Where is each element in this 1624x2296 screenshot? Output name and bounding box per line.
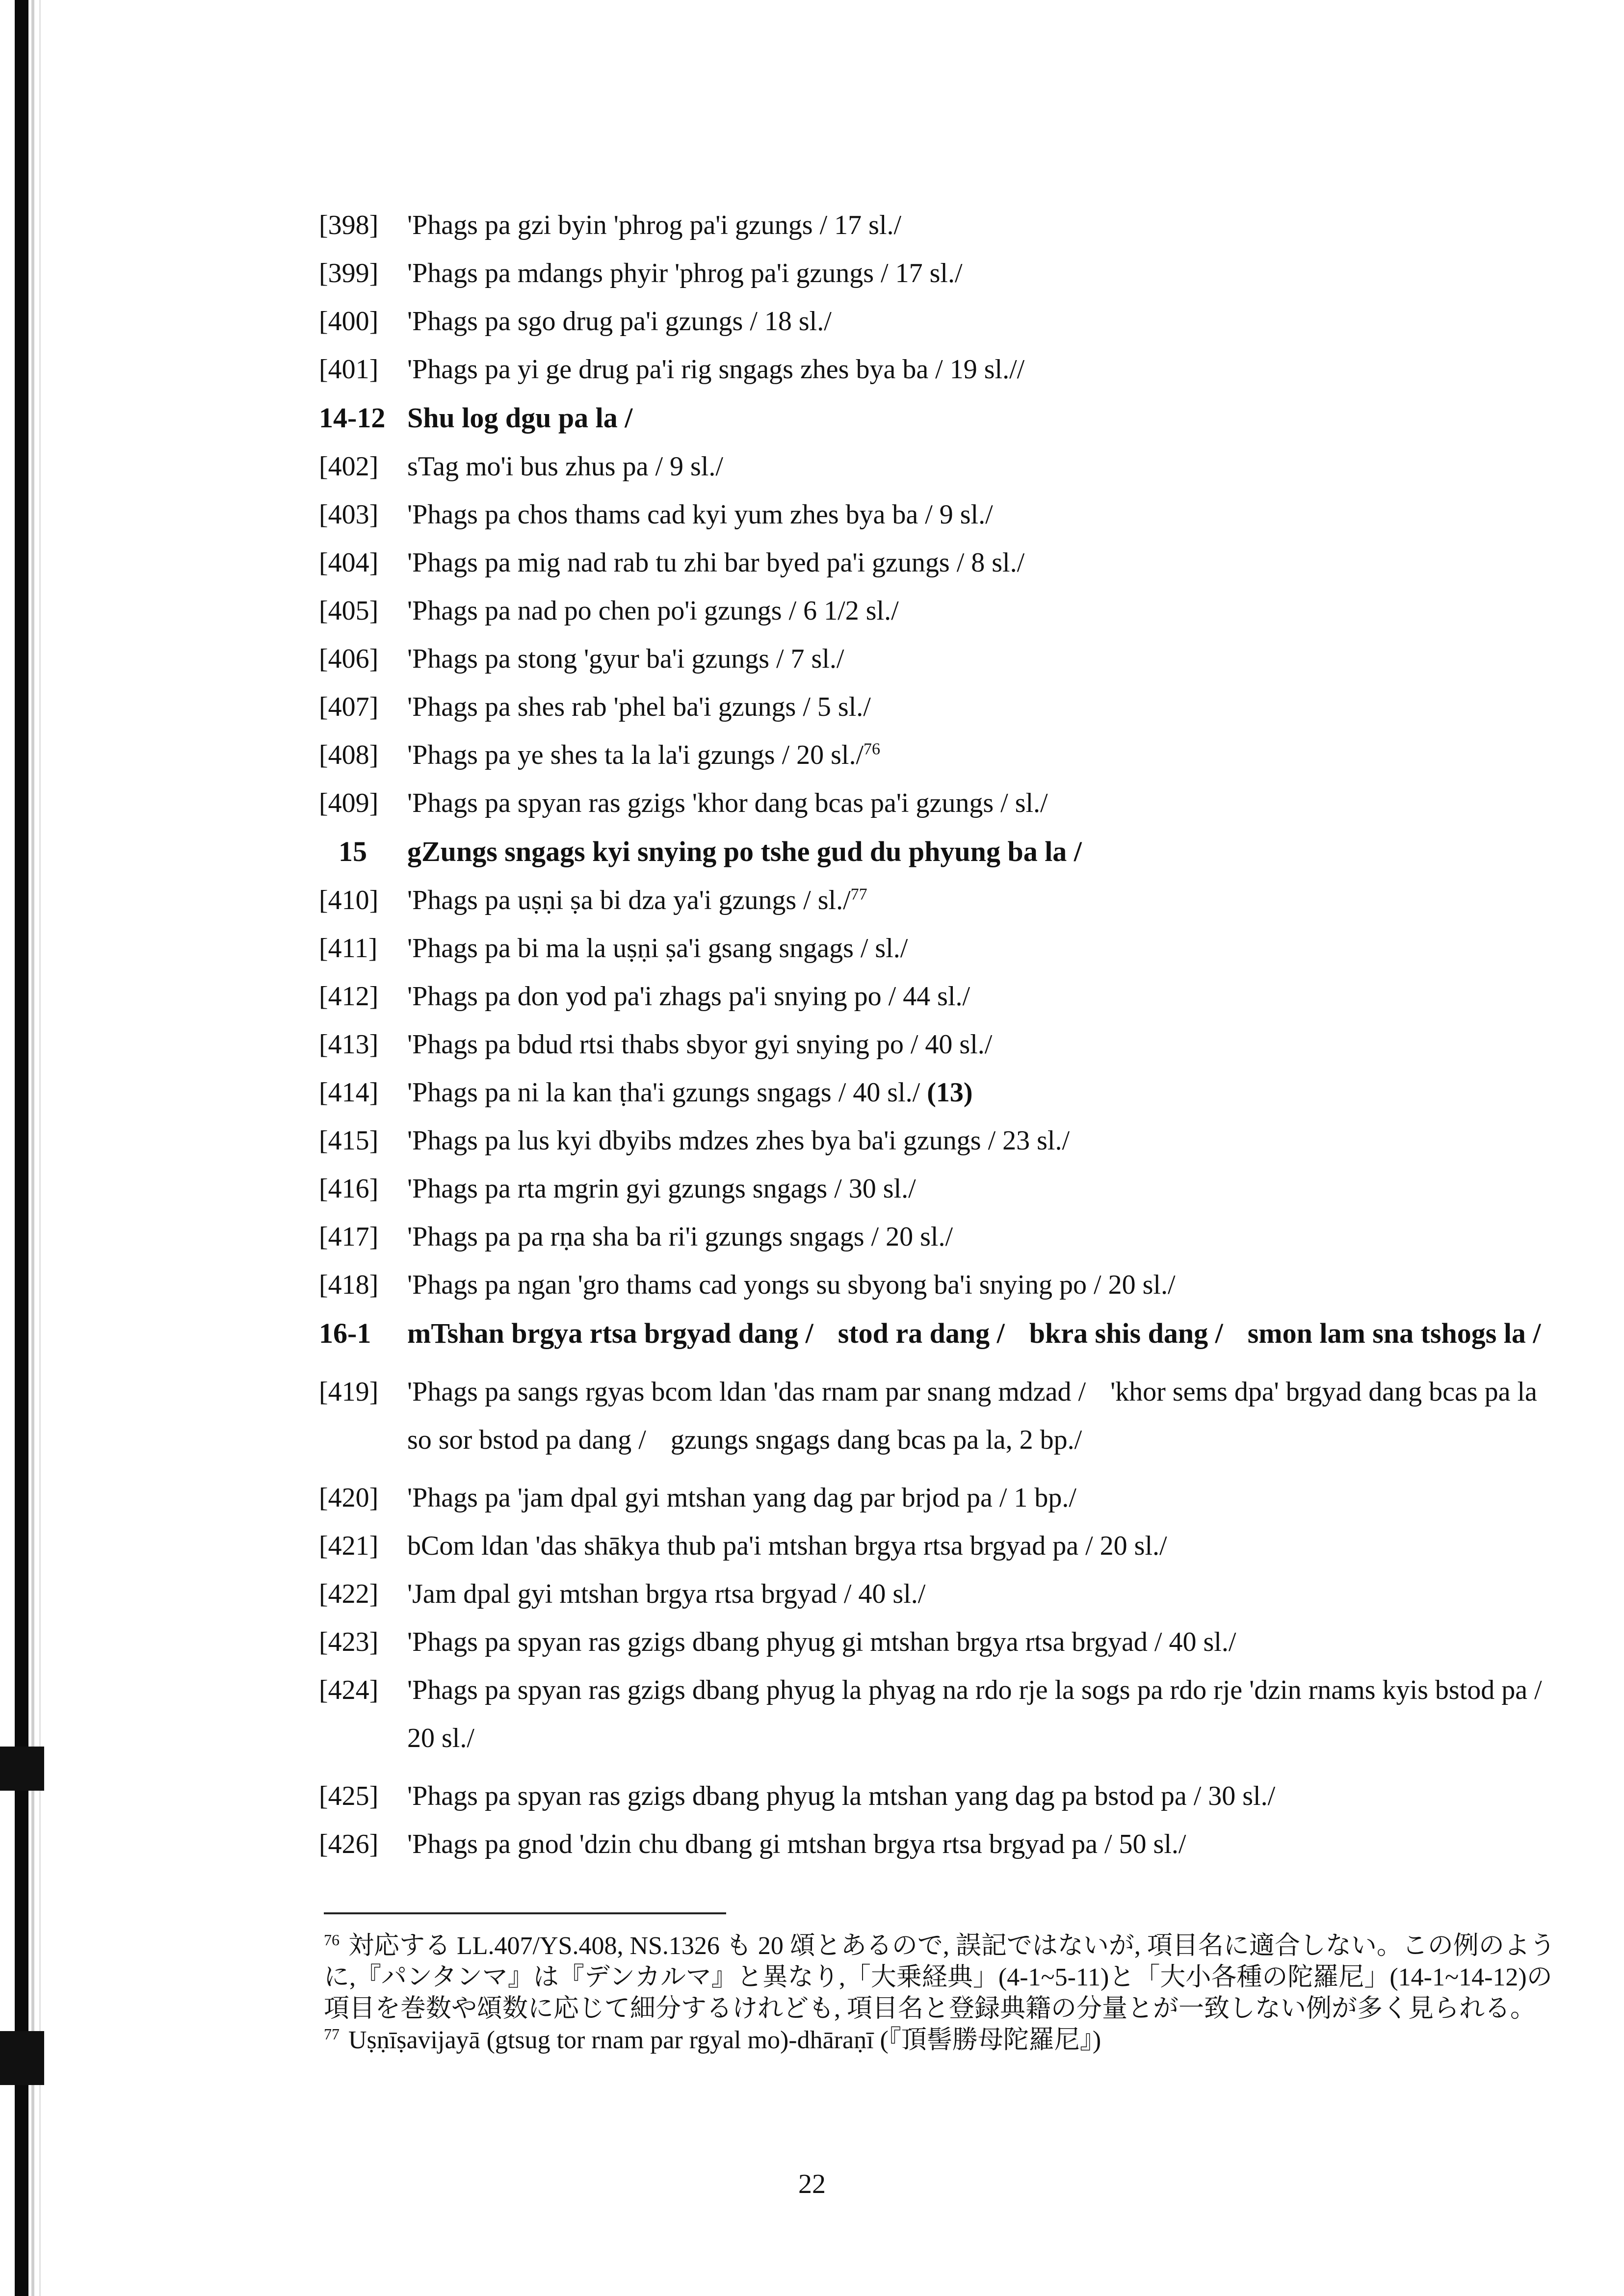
entry-number: [399]	[319, 258, 379, 288]
footnote	[324, 1931, 1555, 2025]
entry-number: [403]	[319, 499, 379, 530]
entry-title	[407, 1126, 1555, 1155]
catalogue-entry	[319, 1078, 1555, 1107]
entry-title	[407, 307, 1555, 336]
scan-mark	[0, 2031, 44, 2085]
entry-number: [409]	[319, 788, 379, 818]
footnote-mark: 76	[324, 1931, 340, 1949]
entry-title	[407, 645, 1555, 673]
volume-marker: (13)	[927, 1077, 973, 1108]
entry-title	[407, 886, 1555, 914]
catalogue-entry	[319, 597, 1555, 625]
footnote-reference[interactable]: 76	[864, 740, 881, 758]
entry-number: [419]	[319, 1377, 379, 1407]
catalogue-entry	[319, 259, 1555, 287]
entry-number: [423]	[319, 1627, 379, 1657]
entry-number: [407]	[319, 692, 379, 722]
entry-title	[407, 1782, 1555, 1810]
scan-mark	[0, 1747, 44, 1791]
entry-title-text: 'Phags pa ngan 'gro thams cad yongs su sbyong ba'i snying po / 20 sl./	[407, 1270, 1176, 1300]
entry-title-text: 'Phags pa mdangs phyir 'phrog pa'i gzungs / 17 sl./	[407, 258, 963, 288]
entry-number: [416]	[319, 1174, 379, 1204]
entry-title-text: 'Phags pa gzi byin 'phrog pa'i gzungs / 17 sl./	[407, 210, 902, 240]
catalogue-entry	[319, 307, 1555, 336]
entry-number: [413]	[319, 1029, 379, 1060]
scan-edge-line	[31, 0, 34, 2296]
entry-number: [401]	[319, 354, 379, 385]
catalogue-entry	[319, 1484, 1555, 1512]
catalogue-entry	[319, 1126, 1555, 1155]
entry-title-part: 'Phags pa sangs rgyas bcom ldan 'das rnam par snang mdzad /	[407, 1377, 1086, 1407]
footnote-rule	[324, 1912, 726, 1914]
page-number: 22	[798, 2169, 826, 2199]
section-title-text: gZungs sngags kyi snying po tshe gud du phyung ba la /	[407, 835, 1082, 867]
scan-edge-line	[39, 0, 41, 2296]
entry-title-text: sTag mo'i bus zhus pa / 9 sl./	[407, 451, 723, 482]
entry-title-text: 'Phags pa 'jam dpal gyi mtshan yang dag par brjod pa / 1 bp./	[407, 1483, 1076, 1513]
entry-title-text: 'Phags pa pa rṇa sha ba ri'i gzungs sngags / 20 sl./	[407, 1222, 953, 1252]
entry-number: [424]	[319, 1675, 379, 1705]
catalogue-entry	[319, 1676, 1555, 1762]
section-title-part: stod ra dang /	[838, 1317, 1005, 1349]
entry-title-text: 'Phags pa sgo drug pa'i gzungs / 18 sl./	[407, 306, 832, 337]
catalogue-entry	[319, 1532, 1555, 1560]
entry-title-text: 'Phags pa bdud rtsi thabs sbyor gyi snying po / 40 sl./	[407, 1029, 993, 1060]
entry-title-text: 'Phags pa bi ma la uṣṇi ṣa'i gsang sngags / sl./	[407, 933, 908, 964]
entry-title	[407, 1532, 1555, 1560]
entry-title	[407, 1628, 1555, 1656]
entry-title	[407, 741, 1555, 769]
entry-title	[407, 1174, 1555, 1203]
catalogue-entry	[319, 1830, 1555, 1858]
entry-number: [406]	[319, 644, 379, 674]
section-title	[407, 837, 1555, 866]
entry-title-text: 'Phags pa uṣṇi ṣa bi dza ya'i gzungs / sl./	[407, 885, 851, 915]
catalogue-entry	[319, 741, 1555, 769]
section-title-text: Shu log dgu pa la /	[407, 402, 633, 434]
entry-number: [426]	[319, 1829, 379, 1859]
entry-title-text: bCom ldan 'das shākya thub pa'i mtshan brgya rtsa brgyad pa / 20 sl./	[407, 1531, 1167, 1561]
catalogue-entry	[319, 934, 1555, 963]
section-title-part: mTshan brgya rtsa brgyad dang /	[407, 1317, 813, 1349]
entry-title	[407, 597, 1555, 625]
entry-number: [404]	[319, 548, 379, 578]
entry-title	[407, 452, 1555, 481]
entry-number: [425]	[319, 1781, 379, 1811]
entry-number: [400]	[319, 306, 379, 337]
catalogue-entry	[319, 1271, 1555, 1299]
catalogue-entry	[319, 1030, 1555, 1059]
catalogue-entry	[319, 693, 1555, 721]
catalogue-entry	[319, 500, 1555, 529]
catalogue-list	[319, 211, 1555, 1878]
catalogue-entry	[319, 1782, 1555, 1810]
entry-number: [402]	[319, 451, 379, 482]
catalogue-entry	[319, 1223, 1555, 1251]
entry-title-text: 'Phags pa chos thams cad kyi yum zhes bya ba / 9 sl./	[407, 499, 993, 530]
entry-title	[407, 1666, 1555, 1762]
section-number: 16-1	[319, 1317, 371, 1349]
catalogue-entry	[319, 1174, 1555, 1203]
footnotes	[324, 1931, 1555, 2056]
entry-number: [405]	[319, 596, 379, 626]
entry-number: [422]	[319, 1579, 379, 1609]
footnote-mark: 77	[324, 2025, 340, 2043]
section-heading	[319, 837, 1555, 866]
section-title	[407, 1309, 1555, 1358]
entry-title	[407, 693, 1555, 721]
entry-title-text: 'Phags pa spyan ras gzigs dbang phyug la phyag na rdo rje la sogs pa rdo rje 'dzin rnams kyis bstod pa / 20 sl./	[407, 1675, 1542, 1753]
entry-title-text: 'Phags pa nad po chen po'i gzungs / 6 1/2 sl./	[407, 596, 899, 626]
scan-edge-shadow	[15, 0, 28, 2296]
entry-number: [411]	[319, 933, 378, 964]
entry-title-text: 'Phags pa yi ge drug pa'i rig sngags zhes bya ba / 19 sl.//	[407, 354, 1025, 385]
section-title-part: bkra shis dang /	[1029, 1317, 1223, 1349]
section-title-part: smon lam sna tshogs la /	[1247, 1317, 1541, 1349]
entry-number: [410]	[319, 885, 379, 915]
section-number: 15	[339, 835, 367, 867]
entry-title	[407, 1271, 1555, 1299]
entry-title	[407, 1223, 1555, 1251]
entry-title	[407, 934, 1555, 963]
entry-title-text: 'Phags pa spyan ras gzigs 'khor dang bcas pa'i gzungs / sl./	[407, 788, 1048, 818]
entry-title	[407, 259, 1555, 287]
entry-title	[407, 1580, 1555, 1608]
entry-title-text: 'Phags pa spyan ras gzigs dbang phyug gi mtshan brgya rtsa brgyad / 40 sl./	[407, 1627, 1236, 1657]
entry-number: [408]	[319, 740, 379, 770]
entry-title	[407, 355, 1555, 384]
section-heading	[319, 403, 1555, 433]
footnote-text: 対応する LL.407/YS.408, NS.1326 も 20 頌とあるので, 誤記ではないが, 項目名に適合しない。この例のように,『パンタンマ』は『デンカルマ』と異なり,「大乗経典」(4-1~5-11)と「大小各種の陀羅尼」(14-1~14-12)の項目を巻数や頌数に応じて細分するけれども, 項目名と登録典籍の分量とが一致しない例が多く見られる。	[324, 1932, 1555, 2023]
entry-number: [412]	[319, 981, 379, 1012]
entry-title	[407, 1830, 1555, 1858]
entry-title-part: 'khor sems dpa' brgyad dang bcas pa la so sor bstod pa dang /	[407, 1377, 1537, 1455]
entry-number: [421]	[319, 1531, 379, 1561]
entry-title-text: 'Phags pa lus kyi dbyibs mdzes zhes bya ba'i gzungs / 23 sl./	[407, 1125, 1070, 1156]
footnote	[324, 2025, 1555, 2056]
entry-title	[407, 1078, 1555, 1107]
entry-title	[407, 211, 1555, 239]
footnote-reference[interactable]: 77	[850, 885, 867, 904]
entry-number: [418]	[319, 1270, 379, 1300]
entry-title	[407, 500, 1555, 529]
entry-title	[407, 548, 1555, 577]
catalogue-entry	[319, 1378, 1555, 1464]
catalogue-entry	[319, 452, 1555, 481]
section-number: 14-12	[319, 402, 386, 434]
catalogue-entry	[319, 982, 1555, 1011]
entry-title-text: 'Phags pa rta mgrin gyi gzungs sngags / 30 sl./	[407, 1174, 916, 1204]
catalogue-entry	[319, 1628, 1555, 1656]
entry-title-text: 'Phags pa stong 'gyur ba'i gzungs / 7 sl./	[407, 644, 844, 674]
entry-number: [414]	[319, 1077, 379, 1108]
entry-title-text: 'Phags pa gnod 'dzin chu dbang gi mtshan brgya rtsa brgyad pa / 50 sl./	[407, 1829, 1186, 1859]
catalogue-entry	[319, 355, 1555, 384]
entry-title-text: 'Phags pa don yod pa'i zhags pa'i snying po / 44 sl./	[407, 981, 970, 1012]
entry-title-text: 'Jam dpal gyi mtshan brgya rtsa brgyad / 40 sl./	[407, 1579, 926, 1609]
entry-title	[407, 1030, 1555, 1059]
entry-title-part: gzungs sngags dang bcas pa la, 2 bp./	[670, 1425, 1082, 1455]
entry-title-text: 'Phags pa ni la kan ṭha'i gzungs sngags / 40 sl./	[407, 1077, 920, 1108]
footnote-text: Uṣṇīṣavijayā (gtsug tor rnam par rgyal mo)-dhāraṇī (『頂髻勝母陀羅尼』)	[348, 2026, 1101, 2054]
entry-title	[407, 1368, 1555, 1464]
entry-number: [420]	[319, 1483, 379, 1513]
catalogue-entry	[319, 1580, 1555, 1608]
entry-number: [398]	[319, 210, 379, 240]
section-title	[407, 403, 1555, 433]
entry-number: [417]	[319, 1222, 379, 1252]
catalogue-entry	[319, 645, 1555, 673]
entry-title-text: 'Phags pa shes rab 'phel ba'i gzungs / 5 sl./	[407, 692, 871, 722]
entry-title	[407, 789, 1555, 817]
catalogue-entry	[319, 211, 1555, 239]
section-heading	[319, 1319, 1555, 1358]
entry-title-text: 'Phags pa ye shes ta la la'i gzungs / 20 sl./	[407, 740, 864, 770]
entry-title-text: 'Phags pa spyan ras gzigs dbang phyug la mtshan yang dag pa bstod pa / 30 sl./	[407, 1781, 1276, 1811]
entry-title	[407, 1484, 1555, 1512]
catalogue-entry	[319, 548, 1555, 577]
entry-title-text: 'Phags pa mig nad rab tu zhi bar byed pa'i gzungs / 8 sl./	[407, 548, 1025, 578]
catalogue-entry	[319, 886, 1555, 914]
entry-number: [415]	[319, 1125, 379, 1156]
catalogue-entry	[319, 789, 1555, 817]
entry-title	[407, 982, 1555, 1011]
